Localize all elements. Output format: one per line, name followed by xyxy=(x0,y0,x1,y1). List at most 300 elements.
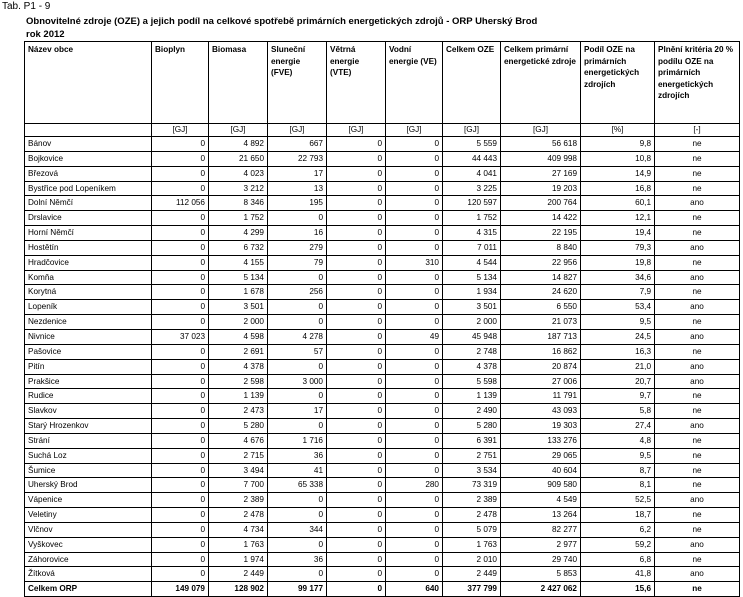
value-cell: 0 xyxy=(386,315,443,330)
table-row xyxy=(25,448,740,463)
value-cell: 0 xyxy=(152,404,209,419)
value-cell: 0 xyxy=(386,508,443,523)
value-cell: 6 550 xyxy=(501,300,581,315)
value-cell: 13 xyxy=(268,181,327,196)
value-cell: 4 155 xyxy=(209,255,268,270)
municipality-name-cell: Hradčovice xyxy=(25,255,152,270)
value-cell: 11 791 xyxy=(501,389,581,404)
value-cell: 409 998 xyxy=(501,151,581,166)
value-cell: 2 598 xyxy=(209,374,268,389)
value-cell: 0 xyxy=(268,300,327,315)
value-cell: 1 752 xyxy=(443,211,501,226)
value-cell: 24,5 xyxy=(581,329,655,344)
table-row xyxy=(25,419,740,434)
value-cell: ano xyxy=(655,270,740,285)
column-header: Bioplyn xyxy=(152,42,209,124)
municipality-name-cell: Drslavice xyxy=(25,211,152,226)
municipality-name-cell: Komňa xyxy=(25,270,152,285)
municipality-name-cell: Nivnice xyxy=(25,329,152,344)
value-cell: 3 494 xyxy=(209,463,268,478)
value-cell: 1 139 xyxy=(443,389,501,404)
value-cell: 0 xyxy=(152,448,209,463)
value-cell: 7 700 xyxy=(209,478,268,493)
value-cell: 36 xyxy=(268,448,327,463)
value-cell: 149 079 xyxy=(152,582,209,597)
value-cell: 4 378 xyxy=(443,359,501,374)
value-cell: 4 676 xyxy=(209,433,268,448)
value-cell: 1 678 xyxy=(209,285,268,300)
value-cell: 0 xyxy=(152,300,209,315)
table-row xyxy=(25,211,740,226)
value-cell: 0 xyxy=(327,285,386,300)
value-cell: 0 xyxy=(386,463,443,478)
unit-cell: [GJ] xyxy=(501,124,581,137)
unit-cell: [GJ] xyxy=(209,124,268,137)
value-cell: 640 xyxy=(386,582,443,597)
value-cell: 128 902 xyxy=(209,582,268,597)
table-body xyxy=(25,137,740,597)
value-cell: 1 752 xyxy=(209,211,268,226)
value-cell: 0 xyxy=(327,255,386,270)
municipality-name-cell: Horní Němčí xyxy=(25,226,152,241)
value-cell: 0 xyxy=(327,508,386,523)
value-cell: 0 xyxy=(327,300,386,315)
value-cell: 0 xyxy=(152,478,209,493)
value-cell: 4 598 xyxy=(209,329,268,344)
value-cell: 0 xyxy=(327,151,386,166)
value-cell: 49 xyxy=(386,329,443,344)
value-cell: 0 xyxy=(152,344,209,359)
value-cell: 0 xyxy=(327,329,386,344)
value-cell: 10,8 xyxy=(581,151,655,166)
value-cell: ne xyxy=(655,552,740,567)
value-cell: 29 065 xyxy=(501,448,581,463)
municipality-name-cell: Vlčnov xyxy=(25,522,152,537)
value-cell: 0 xyxy=(386,537,443,552)
value-cell: 19,4 xyxy=(581,226,655,241)
value-cell: 2 748 xyxy=(443,344,501,359)
value-cell: 12,1 xyxy=(581,211,655,226)
table-row xyxy=(25,478,740,493)
value-cell: 0 xyxy=(327,374,386,389)
value-cell: 4 315 xyxy=(443,226,501,241)
table-row xyxy=(25,404,740,419)
value-cell: 0 xyxy=(327,552,386,567)
value-cell: 45 948 xyxy=(443,329,501,344)
value-cell: 0 xyxy=(152,374,209,389)
value-cell: 2 473 xyxy=(209,404,268,419)
value-cell: 0 xyxy=(327,359,386,374)
municipality-name-cell: Šumice xyxy=(25,463,152,478)
value-cell: ano xyxy=(655,196,740,211)
value-cell: ne xyxy=(655,404,740,419)
value-cell: 3 225 xyxy=(443,181,501,196)
value-cell: 0 xyxy=(327,389,386,404)
value-cell: 0 xyxy=(268,537,327,552)
value-cell: 0 xyxy=(327,404,386,419)
value-cell: 0 xyxy=(327,463,386,478)
value-cell: ne xyxy=(655,344,740,359)
value-cell: 8 346 xyxy=(209,196,268,211)
value-cell: 0 xyxy=(152,522,209,537)
value-cell: 0 xyxy=(386,344,443,359)
value-cell: 3 212 xyxy=(209,181,268,196)
value-cell: 15,6 xyxy=(581,582,655,597)
value-cell: 4 023 xyxy=(209,166,268,181)
unit-cell: [%] xyxy=(581,124,655,137)
value-cell: 0 xyxy=(152,508,209,523)
column-header: Sluneční energie (FVE) xyxy=(268,42,327,124)
value-cell: 0 xyxy=(386,359,443,374)
value-cell: 279 xyxy=(268,240,327,255)
municipality-name-cell: Dolní Němčí xyxy=(25,196,152,211)
value-cell: 73 319 xyxy=(443,478,501,493)
table-row xyxy=(25,359,740,374)
value-cell: 4 892 xyxy=(209,137,268,152)
value-cell: 0 xyxy=(152,270,209,285)
value-cell: 0 xyxy=(152,567,209,582)
value-cell: 0 xyxy=(386,137,443,152)
value-cell: ne xyxy=(655,315,740,330)
value-cell: 5 280 xyxy=(443,419,501,434)
value-cell: 4 544 xyxy=(443,255,501,270)
value-cell: 2 000 xyxy=(443,315,501,330)
value-cell: 59,2 xyxy=(581,537,655,552)
value-cell: 0 xyxy=(386,522,443,537)
value-cell: 16,3 xyxy=(581,344,655,359)
value-cell: 133 276 xyxy=(501,433,581,448)
value-cell: 2 000 xyxy=(209,315,268,330)
title-line-1: Obnovitelné zdroje (OZE) a jejich podíl na celkové spotřebě primárních energetických zdrojů - ORP Uherský Brod xyxy=(26,16,538,27)
value-cell: 0 xyxy=(327,522,386,537)
value-cell: ne xyxy=(655,433,740,448)
value-cell: 0 xyxy=(152,359,209,374)
value-cell: 0 xyxy=(327,567,386,582)
value-cell: 99 177 xyxy=(268,582,327,597)
value-cell: 310 xyxy=(386,255,443,270)
table-row xyxy=(25,537,740,552)
value-cell: 0 xyxy=(386,404,443,419)
value-cell: 0 xyxy=(386,389,443,404)
value-cell: ano xyxy=(655,300,740,315)
value-cell: 344 xyxy=(268,522,327,537)
column-header: Vodní energie (VE) xyxy=(386,42,443,124)
value-cell: 60,1 xyxy=(581,196,655,211)
value-cell: 0 xyxy=(386,300,443,315)
value-cell: 1 716 xyxy=(268,433,327,448)
unit-cell: [GJ] xyxy=(268,124,327,137)
value-cell: 22 195 xyxy=(501,226,581,241)
table-row xyxy=(25,300,740,315)
value-cell: 13 264 xyxy=(501,508,581,523)
value-cell: 3 534 xyxy=(443,463,501,478)
value-cell: 14 827 xyxy=(501,270,581,285)
value-cell: 17 xyxy=(268,166,327,181)
value-cell: 14 422 xyxy=(501,211,581,226)
value-cell: 1 763 xyxy=(443,537,501,552)
value-cell: ne xyxy=(655,582,740,597)
value-cell: 24 620 xyxy=(501,285,581,300)
value-cell: 37 023 xyxy=(152,329,209,344)
value-cell: 0 xyxy=(327,493,386,508)
value-cell: 0 xyxy=(386,493,443,508)
value-cell: 1 763 xyxy=(209,537,268,552)
value-cell: 6 391 xyxy=(443,433,501,448)
value-cell: 0 xyxy=(152,181,209,196)
table-row xyxy=(25,270,740,285)
value-cell: 5 280 xyxy=(209,419,268,434)
value-cell: 5 559 xyxy=(443,137,501,152)
municipality-name-cell: Uherský Brod xyxy=(25,478,152,493)
value-cell: 9,8 xyxy=(581,137,655,152)
value-cell: 8 840 xyxy=(501,240,581,255)
municipality-name-cell: Žítková xyxy=(25,567,152,582)
value-cell: 2 478 xyxy=(443,508,501,523)
value-cell: 40 604 xyxy=(501,463,581,478)
value-cell: 34,6 xyxy=(581,270,655,285)
value-cell: 79 xyxy=(268,255,327,270)
energy-table xyxy=(24,41,740,597)
value-cell: 0 xyxy=(268,508,327,523)
table-row xyxy=(25,389,740,404)
value-cell: 20,7 xyxy=(581,374,655,389)
value-cell: 22 793 xyxy=(268,151,327,166)
table-row xyxy=(25,329,740,344)
value-cell: 0 xyxy=(327,166,386,181)
value-cell: 0 xyxy=(327,419,386,434)
total-row xyxy=(25,582,740,597)
value-cell: 4 278 xyxy=(268,329,327,344)
value-cell: 56 618 xyxy=(501,137,581,152)
value-cell: ne xyxy=(655,137,740,152)
column-header: Větrná energie (VTE) xyxy=(327,42,386,124)
value-cell: 0 xyxy=(268,493,327,508)
value-cell: ne xyxy=(655,508,740,523)
value-cell: 65 338 xyxy=(268,478,327,493)
municipality-name-cell: Lopeník xyxy=(25,300,152,315)
value-cell: 0 xyxy=(327,537,386,552)
value-cell: ano xyxy=(655,329,740,344)
value-cell: 4 734 xyxy=(209,522,268,537)
value-cell: 0 xyxy=(327,270,386,285)
value-cell: 0 xyxy=(386,448,443,463)
value-cell: 17 xyxy=(268,404,327,419)
value-cell: 0 xyxy=(268,567,327,582)
value-cell: 0 xyxy=(152,552,209,567)
value-cell: 5 134 xyxy=(209,270,268,285)
value-cell: 120 597 xyxy=(443,196,501,211)
municipality-name-cell: Bojkovice xyxy=(25,151,152,166)
value-cell: 0 xyxy=(152,315,209,330)
value-cell: 2 691 xyxy=(209,344,268,359)
table-row xyxy=(25,255,740,270)
value-cell: 0 xyxy=(152,166,209,181)
value-cell: 41,8 xyxy=(581,567,655,582)
value-cell: 0 xyxy=(386,270,443,285)
value-cell: 52,5 xyxy=(581,493,655,508)
value-cell: 0 xyxy=(152,255,209,270)
municipality-name-cell: Bánov xyxy=(25,137,152,152)
value-cell: 0 xyxy=(152,151,209,166)
value-cell: 3 501 xyxy=(443,300,501,315)
value-cell: 4 549 xyxy=(501,493,581,508)
table-row xyxy=(25,552,740,567)
table-row xyxy=(25,493,740,508)
value-cell: 19 303 xyxy=(501,419,581,434)
value-cell: 44 443 xyxy=(443,151,501,166)
value-cell: 0 xyxy=(386,419,443,434)
value-cell: 112 056 xyxy=(152,196,209,211)
value-cell: 5 079 xyxy=(443,522,501,537)
value-cell: 14,9 xyxy=(581,166,655,181)
value-cell: 0 xyxy=(152,419,209,434)
municipality-name-cell: Celkem ORP xyxy=(25,582,152,597)
value-cell: 4 041 xyxy=(443,166,501,181)
value-cell: 0 xyxy=(327,226,386,241)
value-cell: 0 xyxy=(152,493,209,508)
value-cell: ne xyxy=(655,478,740,493)
value-cell: 27 006 xyxy=(501,374,581,389)
municipality-name-cell: Strání xyxy=(25,433,152,448)
value-cell: 5 853 xyxy=(501,567,581,582)
table-row xyxy=(25,181,740,196)
value-cell: 0 xyxy=(327,478,386,493)
value-cell: 16 862 xyxy=(501,344,581,359)
value-cell: 0 xyxy=(386,240,443,255)
value-cell: 3 000 xyxy=(268,374,327,389)
value-cell: 43 093 xyxy=(501,404,581,419)
municipality-name-cell: Prakšice xyxy=(25,374,152,389)
value-cell: 7,9 xyxy=(581,285,655,300)
value-cell: 0 xyxy=(152,211,209,226)
value-cell: ano xyxy=(655,567,740,582)
table-row xyxy=(25,315,740,330)
value-cell: 200 764 xyxy=(501,196,581,211)
value-cell: 9,7 xyxy=(581,389,655,404)
column-header: Plnění kritéria 20 % podílu OZE na primárních energetických zdrojích xyxy=(655,42,740,124)
units-row xyxy=(25,124,740,137)
table-row xyxy=(25,522,740,537)
value-cell: ne xyxy=(655,166,740,181)
value-cell: 2 490 xyxy=(443,404,501,419)
value-cell: 0 xyxy=(386,226,443,241)
table-row xyxy=(25,166,740,181)
column-header: Celkem primární energetické zdroje xyxy=(501,42,581,124)
municipality-name-cell: Slavkov xyxy=(25,404,152,419)
municipality-name-cell: Hostětín xyxy=(25,240,152,255)
table-row xyxy=(25,374,740,389)
header-row xyxy=(25,42,740,124)
value-cell: 21 073 xyxy=(501,315,581,330)
value-cell: ne xyxy=(655,463,740,478)
table-row xyxy=(25,137,740,152)
value-cell: 2 389 xyxy=(443,493,501,508)
table-row xyxy=(25,344,740,359)
value-cell: 0 xyxy=(327,240,386,255)
value-cell: 9,5 xyxy=(581,315,655,330)
value-cell: ne xyxy=(655,285,740,300)
value-cell: 5,8 xyxy=(581,404,655,419)
table-row xyxy=(25,508,740,523)
value-cell: 0 xyxy=(386,211,443,226)
value-cell: 16,8 xyxy=(581,181,655,196)
value-cell: ano xyxy=(655,359,740,374)
value-cell: 0 xyxy=(268,359,327,374)
value-cell: 20 874 xyxy=(501,359,581,374)
value-cell: 2 427 062 xyxy=(501,582,581,597)
value-cell: 0 xyxy=(152,240,209,255)
value-cell: 0 xyxy=(386,196,443,211)
value-cell: 16 xyxy=(268,226,327,241)
value-cell: 1 139 xyxy=(209,389,268,404)
value-cell: 6,8 xyxy=(581,552,655,567)
value-cell: 2 389 xyxy=(209,493,268,508)
value-cell: 0 xyxy=(152,285,209,300)
value-cell: 0 xyxy=(327,181,386,196)
unit-cell: [GJ] xyxy=(327,124,386,137)
value-cell: 0 xyxy=(386,374,443,389)
value-cell: 18,7 xyxy=(581,508,655,523)
value-cell: 4 378 xyxy=(209,359,268,374)
value-cell: 0 xyxy=(327,448,386,463)
value-cell: ne xyxy=(655,226,740,241)
value-cell: 0 xyxy=(386,285,443,300)
value-cell: ne xyxy=(655,255,740,270)
value-cell: 8,1 xyxy=(581,478,655,493)
value-cell: 0 xyxy=(152,226,209,241)
value-cell: 2 478 xyxy=(209,508,268,523)
value-cell: 3 501 xyxy=(209,300,268,315)
value-cell: 909 580 xyxy=(501,478,581,493)
column-header: Podíl OZE na primárních energetických zdrojích xyxy=(581,42,655,124)
value-cell: ano xyxy=(655,240,740,255)
value-cell: ne xyxy=(655,389,740,404)
table-number-label: Tab. P1 - 9 xyxy=(2,1,51,12)
municipality-name-cell: Rudice xyxy=(25,389,152,404)
value-cell: 53,4 xyxy=(581,300,655,315)
value-cell: 2 449 xyxy=(443,567,501,582)
value-cell: 256 xyxy=(268,285,327,300)
value-cell: 6,2 xyxy=(581,522,655,537)
value-cell: 19 203 xyxy=(501,181,581,196)
value-cell: 0 xyxy=(327,344,386,359)
value-cell: ano xyxy=(655,374,740,389)
value-cell: 27 169 xyxy=(501,166,581,181)
value-cell: 2 751 xyxy=(443,448,501,463)
value-cell: 0 xyxy=(152,389,209,404)
value-cell: 187 713 xyxy=(501,329,581,344)
value-cell: 667 xyxy=(268,137,327,152)
municipality-name-cell: Korytná xyxy=(25,285,152,300)
municipality-name-cell: Březová xyxy=(25,166,152,181)
value-cell: 5 598 xyxy=(443,374,501,389)
value-cell: 280 xyxy=(386,478,443,493)
table-row xyxy=(25,463,740,478)
value-cell: ne xyxy=(655,211,740,226)
value-cell: 8,7 xyxy=(581,463,655,478)
unit-cell: [GJ] xyxy=(443,124,501,137)
value-cell: 0 xyxy=(327,433,386,448)
value-cell: ne xyxy=(655,181,740,196)
value-cell: ano xyxy=(655,419,740,434)
value-cell: 21 650 xyxy=(209,151,268,166)
table-row xyxy=(25,196,740,211)
value-cell: 0 xyxy=(152,537,209,552)
value-cell: 377 799 xyxy=(443,582,501,597)
value-cell: 57 xyxy=(268,344,327,359)
value-cell: 79,3 xyxy=(581,240,655,255)
value-cell: 1 974 xyxy=(209,552,268,567)
